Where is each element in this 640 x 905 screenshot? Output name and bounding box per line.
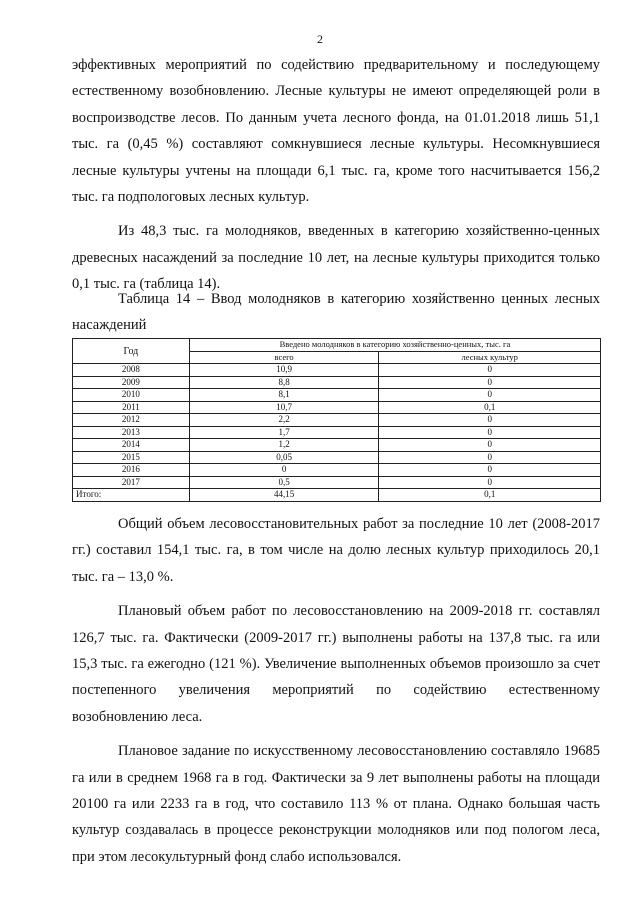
header-forest: лесных культур (379, 351, 601, 364)
cell-year: 2016 (73, 464, 190, 477)
cell-total: 2,2 (189, 414, 379, 427)
table-row (73, 426, 601, 439)
table-total-row (73, 489, 601, 502)
cell-total: 44,15 (189, 489, 379, 502)
text-block-bottom (72, 511, 600, 870)
page-number: 2 (317, 32, 323, 46)
cell-forest: 0 (379, 364, 601, 377)
cell-total: 1,2 (189, 439, 379, 452)
header-year: Год (73, 339, 190, 364)
table-row (73, 464, 601, 477)
paragraph-young-stands: Из 48,3 тыс. га молодняков, введенных в категорию хозяйственно-ценных древесных насаждений за последние 10 лет, на лесные культуры приходится только 0,1 тыс. га (таблица 14). (72, 223, 600, 293)
cell-year: 2011 (73, 401, 190, 414)
cell-total: 0,05 (189, 451, 379, 464)
cell-forest: 0,1 (379, 489, 601, 502)
cell-year: 2015 (73, 451, 190, 464)
cell-total: 1,7 (189, 426, 379, 439)
table-row (73, 376, 601, 389)
cell-year: 2017 (73, 476, 190, 489)
cell-forest: 0 (379, 451, 601, 464)
cell-year: 2009 (73, 376, 190, 389)
cell-year: 2010 (73, 389, 190, 402)
cell-forest: 0 (379, 376, 601, 389)
cell-forest: 0 (379, 426, 601, 439)
young-stands-table (72, 338, 601, 502)
cell-year: 2012 (73, 414, 190, 427)
header-group: Введено молодняков в категорию хозяйственно-ценных, тыс. га (189, 339, 600, 352)
paragraph-artificial-restoration: Плановое задание по искусственному лесовосстановлению составляло 19685 га или в среднем 1968 га в год. Фактически за 9 лет выполнены работы на площади 20100 га или 2233 га в год, что составило 113 % от плана. Однако большая часть культур создавалась в процессе реконструкции молодняков или под пологом леса, при этом лесокультурный фонд слабо использовался. (72, 743, 600, 865)
cell-year: 2013 (73, 426, 190, 439)
table-row (73, 439, 601, 452)
table-caption: Таблица 14 – Ввод молодняков в категорию хозяйственно ценных лесных насаждений (72, 291, 600, 333)
cell-total-label: Итого: (73, 489, 190, 502)
table-row (73, 451, 601, 464)
paragraph-total-volume: Общий объем лесовосстановительных работ за последние 10 лет (2008-2017 гг.) составил 154,1 тыс. га, в том числе на долю лесных культур приходилось 20,1 тыс. га – 13,0 %. (72, 516, 600, 585)
cell-year: 2014 (73, 439, 190, 452)
table-row (73, 401, 601, 414)
cell-total: 8,1 (189, 389, 379, 402)
cell-total: 8,8 (189, 376, 379, 389)
table-row (73, 364, 601, 377)
cell-forest: 0 (379, 439, 601, 452)
table-row (73, 476, 601, 489)
paragraph-planned-volume: Плановый объем работ по лесовосстановлению на 2009-2018 гг. составлял 126,7 тыс. га. Фактически (2009-2017 гг.) выполнены работы на 137,8 тыс. га или 15,3 тыс. га ежегодно (121 %). Увеличение выполненных объемов произошло за счет постепенного увеличения мероприятий по содействию естественному возобновлению леса. (72, 603, 600, 725)
cell-total: 0 (189, 464, 379, 477)
cell-total: 10,9 (189, 364, 379, 377)
cell-forest: 0 (379, 464, 601, 477)
cell-forest: 0 (379, 389, 601, 402)
table-row (73, 414, 601, 427)
cell-forest: 0 (379, 414, 601, 427)
cell-forest: 0 (379, 476, 601, 489)
cell-total: 0,5 (189, 476, 379, 489)
cell-forest: 0,1 (379, 401, 601, 414)
table-row (73, 389, 601, 402)
cell-total: 10,7 (189, 401, 379, 414)
header-total: всего (189, 351, 379, 364)
text-block-top (72, 52, 600, 298)
cell-year: 2008 (73, 364, 190, 377)
paragraph-continued: эффективных мероприятий по содействию предварительному и последующему естественному возобновлению. Лесные культуры не имеют определяющей роли в воспроизводстве лесов. По данным учета лесного фонда, на 01.01.2018 лишь 51,1 тыс. га (0,45 %) составляют сомкнувшиеся лесные культуры. Несомкнувшиеся лесные культуры учтены на площади 6,1 тыс. га, кроме того насчитывается 156,2 тыс. га подпологовых лесных культур. (72, 57, 600, 206)
